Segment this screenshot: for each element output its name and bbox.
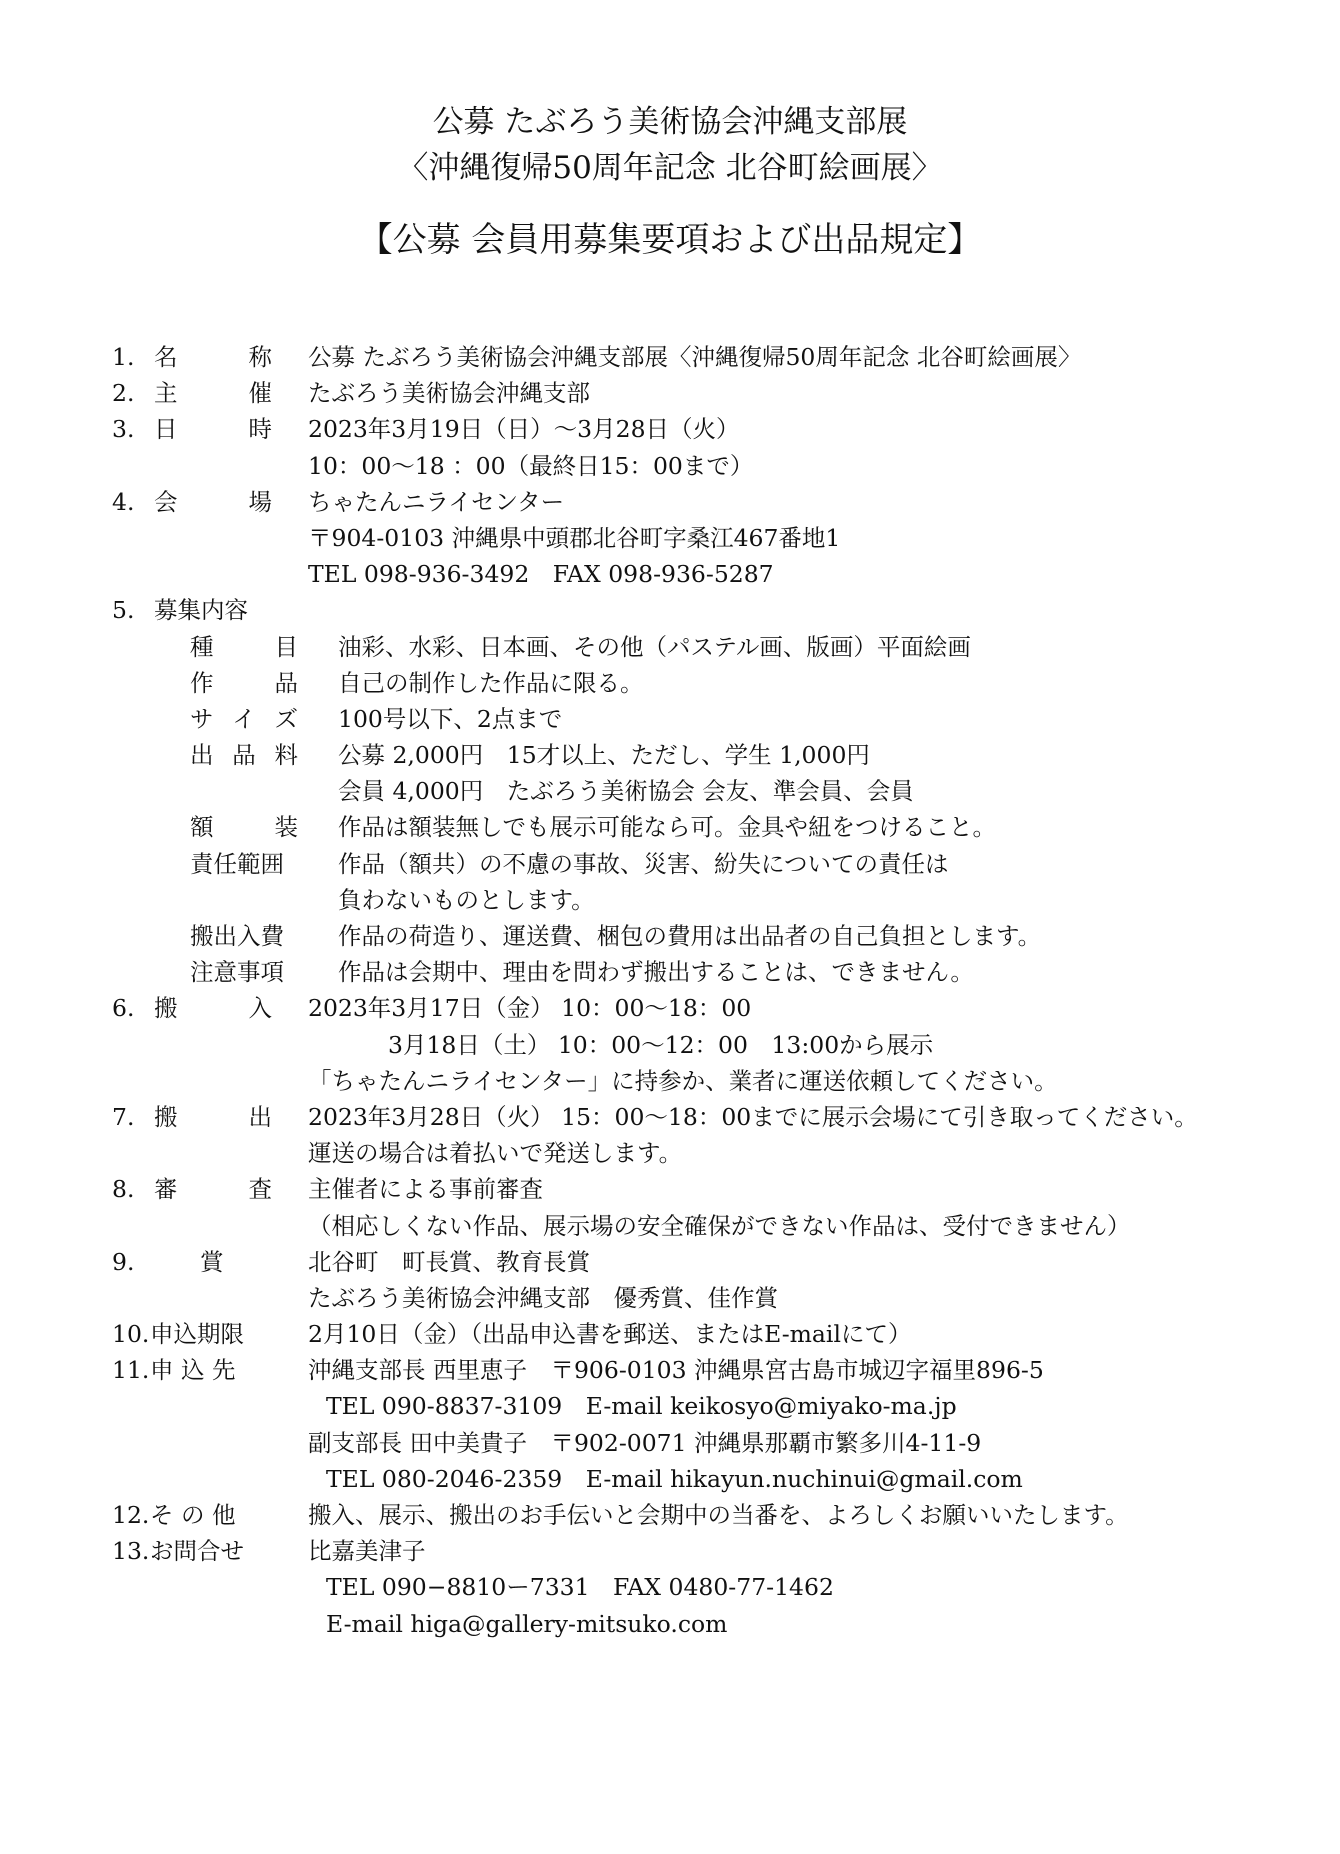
item-value: 「ちゃたんニライセンター」に持参か、業者に運送依頼してください。 — [308, 1066, 1058, 1095]
label-char: 搬 — [154, 994, 178, 1023]
item-datetime — [112, 411, 1312, 447]
item-datetime-hours — [112, 448, 1312, 484]
item-label: 申 込 先 — [150, 1356, 236, 1385]
item-deadline — [112, 1316, 1312, 1352]
label-char: 時 — [248, 415, 272, 444]
item-value: 主催者による事前審査 — [308, 1175, 543, 1204]
item-label — [200, 1244, 240, 1280]
sub-value: 負わないものとします。 — [338, 885, 595, 914]
label-char: 出 — [248, 1102, 272, 1131]
item-label: 募集内容 — [154, 596, 248, 625]
item-other — [112, 1497, 1312, 1533]
item-value: 2023年3月17日（金） 10：00～18：00 — [308, 994, 752, 1023]
item-label — [154, 375, 272, 411]
label-text: 注意事項 — [190, 958, 284, 987]
item-number: 13. — [112, 1537, 150, 1566]
item-name — [112, 339, 1312, 375]
item-delivery-out — [112, 1099, 1312, 1135]
sub-label — [190, 954, 298, 990]
item-recruitment — [112, 592, 1312, 628]
label-char: 料 — [274, 741, 298, 770]
sub-value: 作品は額装無しでも展示可能なら可。金具や紐をつけること。 — [338, 813, 996, 842]
item-review-2 — [112, 1208, 1312, 1244]
label-char: 品 — [274, 668, 298, 697]
item-value: たぶろう美術協会沖縄支部 優秀賞、佳作賞 — [308, 1283, 778, 1312]
item-value: 北谷町 町長賞、教育長賞 — [308, 1247, 590, 1276]
item-value: （相応しくない作品、展示場の安全確保ができない作品は、受付できません） — [308, 1211, 1131, 1240]
item-awards — [112, 1244, 1312, 1280]
item-contact — [112, 1533, 1312, 1569]
item-value: 2023年3月19日（日）～3月28日（火） — [308, 415, 740, 444]
item-contact-email — [112, 1606, 1312, 1642]
sub-value: 会員 4,000円 たぶろう美術協会 会友、準会員、会員 — [338, 777, 914, 806]
label-char: ズ — [274, 704, 298, 733]
item-value: 比嘉美津子 — [308, 1537, 426, 1566]
label-char: 称 — [248, 343, 272, 371]
item-value: TEL 098-936-3492 FAX 098-936-5287 — [308, 560, 774, 589]
item-value: TEL 090-8837-3109 E-mail keikosyo@miyako-ma.jp — [326, 1392, 957, 1421]
label-char: 会 — [154, 487, 178, 516]
item-value: TEL 080-2046-2359 E-mail hikayun.nuchinui@gmail.com — [326, 1464, 1023, 1493]
item-label — [154, 990, 272, 1026]
requirements-list — [112, 339, 1312, 1642]
item-apply-to-2 — [112, 1388, 1312, 1424]
item-number: 2. — [112, 379, 135, 408]
label-char: 額 — [190, 813, 214, 842]
item-label: そ の 他 — [150, 1501, 236, 1529]
label-char: 主 — [154, 379, 178, 408]
item-number: 10. — [112, 1320, 150, 1349]
label-char: 査 — [248, 1175, 272, 1204]
label-text: 搬出入費 — [190, 922, 284, 950]
item-delivery-in-3 — [112, 1063, 1312, 1099]
sub-label — [190, 629, 298, 665]
item-value: たぶろう美術協会沖縄支部 — [308, 379, 590, 408]
sub-label — [190, 701, 298, 737]
item-number: 6. — [112, 994, 135, 1023]
item-venue-phone — [112, 556, 1312, 592]
item-value: 10：00～18 ：00（最終日15：00まで） — [308, 451, 754, 480]
sub-label — [190, 846, 298, 882]
item-apply-to-4 — [112, 1461, 1312, 1497]
sub-label — [190, 918, 298, 954]
label-char: イ — [232, 704, 256, 733]
item-value: 運送の場合は着払いで発送します。 — [308, 1139, 683, 1168]
sub-liability — [112, 846, 1312, 882]
item-value: 2月10日（金）（出品申込書を郵送、またはE-mailにて） — [308, 1320, 912, 1349]
item-label: 申込期限 — [150, 1320, 244, 1349]
sub-label — [190, 809, 298, 845]
sub-notice — [112, 954, 1312, 990]
item-label: お問合せ — [150, 1537, 244, 1566]
label-char: 装 — [274, 813, 298, 842]
label-char: 作 — [190, 668, 214, 697]
item-number: 9. — [112, 1247, 135, 1276]
sub-transport-cost — [112, 918, 1312, 954]
label-char: 搬 — [154, 1102, 178, 1131]
item-number: 5. — [112, 596, 135, 625]
item-review — [112, 1171, 1312, 1207]
label-char: 催 — [248, 379, 272, 408]
item-value: 〒904-0103 沖縄県中頭郡北谷町字桑江467番地1 — [308, 523, 841, 552]
sub-fee — [112, 737, 1312, 773]
item-number: 3. — [112, 415, 135, 444]
item-label — [154, 1171, 272, 1207]
document-heading: 【公募 会員用募集要項および出品規定】 — [358, 220, 982, 260]
item-number: 1. — [112, 343, 135, 371]
item-contact-phone — [112, 1569, 1312, 1605]
item-delivery-in — [112, 990, 1312, 1026]
item-number: 4. — [112, 487, 135, 516]
sub-liability-cont — [112, 882, 1312, 918]
sub-fee-member — [112, 773, 1312, 809]
item-value: 沖縄支部長 西里恵子 〒906-0103 沖縄県宮古島市城辺字福里896-5 — [308, 1356, 1044, 1385]
label-char: 目 — [274, 632, 298, 661]
item-value: 副支部長 田中美貴子 〒902-0071 沖縄県那覇市繁多川4-11-9 — [308, 1428, 982, 1457]
item-number: 12. — [112, 1501, 150, 1529]
label-char: 品 — [232, 741, 256, 770]
item-label — [154, 411, 272, 447]
item-delivery-out-2 — [112, 1135, 1312, 1171]
item-label — [154, 484, 272, 520]
item-awards-2 — [112, 1280, 1312, 1316]
label-char: 入 — [248, 994, 272, 1023]
label-char: 日 — [154, 415, 178, 444]
sub-value: 油彩、水彩、日本画、その他（パステル画、版画）平面絵画 — [338, 632, 971, 661]
sub-value: 100号以下、2点まで — [338, 704, 563, 733]
sub-value: 自己の制作した作品に限る。 — [338, 668, 644, 697]
label-char: 審 — [154, 1175, 178, 1204]
sub-value: 作品は会期中、理由を問わず搬出することは、できません。 — [338, 958, 974, 987]
item-label — [154, 339, 272, 375]
label-char: サ — [190, 704, 214, 733]
label-char: 出 — [190, 741, 214, 770]
sub-value: 公募 2,000円 15才以上、ただし、学生 1,000円 — [338, 741, 870, 770]
label-char: 種 — [190, 632, 214, 661]
item-value: 3月18日（土） 10：00～12：00 13:00から展示 — [388, 1030, 934, 1059]
item-number: 11. — [112, 1356, 150, 1385]
item-venue-address — [112, 520, 1312, 556]
item-label — [154, 1099, 272, 1135]
sub-size — [112, 701, 1312, 737]
label-char: 賞 — [200, 1247, 224, 1276]
sub-artwork — [112, 665, 1312, 701]
item-apply-to — [112, 1352, 1312, 1388]
item-value: 搬入、展示、搬出のお手伝いと会期中の当番を、よろしくお願いいたします。 — [308, 1501, 1129, 1529]
sub-label — [190, 665, 298, 701]
sub-category — [112, 629, 1312, 665]
item-number: 7. — [112, 1102, 135, 1131]
sub-value: 作品（額共）の不慮の事故、災害、紛失についての責任は — [338, 849, 949, 878]
item-value: ちゃたんニライセンター — [308, 487, 565, 516]
label-char: 場 — [248, 487, 272, 516]
label-text: 責任範囲 — [190, 849, 284, 878]
item-number: 8. — [112, 1175, 135, 1204]
title-line-2: 〈沖縄復帰50周年記念 北谷町絵画展〉 — [397, 150, 943, 186]
label-char: 名 — [154, 343, 178, 371]
title-line-1: 公募 たぶろう美術協会沖縄支部展 — [432, 104, 908, 140]
sub-value: 作品の荷造り、運送費、梱包の費用は出品者の自己負担とします。 — [338, 922, 1042, 950]
item-value: 2023年3月28日（火） 15：00～18：00までに展示会場にて引き取ってください。 — [308, 1102, 1198, 1131]
sub-label — [190, 737, 298, 773]
sub-framing — [112, 809, 1312, 845]
item-venue — [112, 484, 1312, 520]
item-value: E-mail higa@gallery-mitsuko.com — [326, 1609, 728, 1638]
item-apply-to-3 — [112, 1425, 1312, 1461]
item-organizer — [112, 375, 1312, 411]
item-value: TEL 090−8810ー7331 FAX 0480-77-1462 — [326, 1573, 834, 1602]
item-delivery-in-2 — [112, 1027, 1312, 1063]
item-value: 公募 たぶろう美術協会沖縄支部展〈沖縄復帰50周年記念 北谷町絵画展〉 — [308, 343, 1082, 371]
